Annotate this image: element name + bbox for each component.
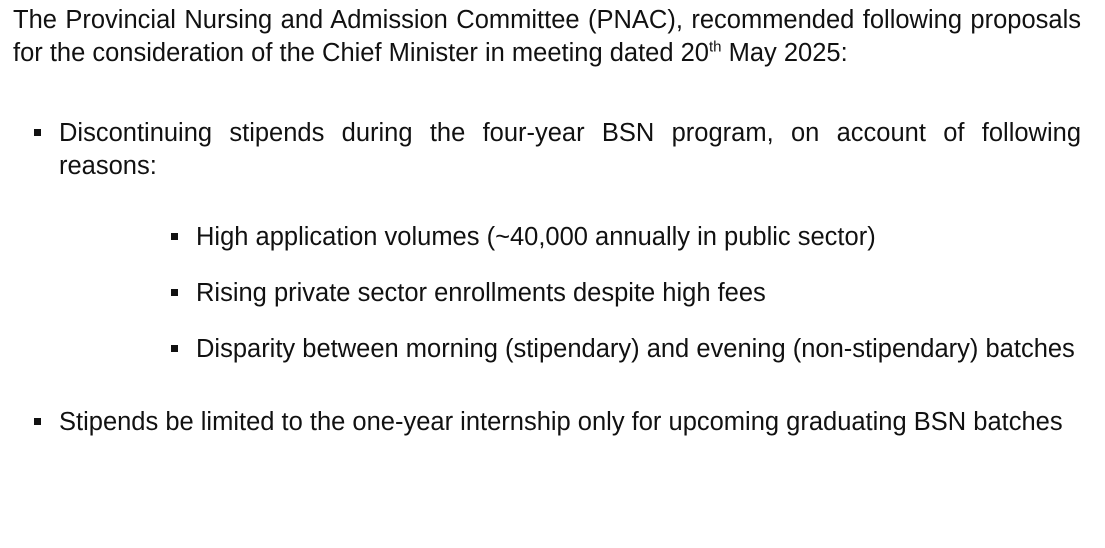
proposal-item [13, 406, 1081, 439]
date-ordinal-suffix: th [708, 38, 722, 56]
proposal-list [13, 117, 1081, 439]
square-bullet-icon [171, 289, 178, 296]
reason-item [150, 221, 1081, 254]
proposal-text: Stipends be limited to the one-year internship only for upcoming graduating BSN batches [59, 408, 1063, 436]
intro-text: The Provincial Nursing and Admission Committee (PNAC), recommended following proposals for the consideration of the Chief Minister in meeting dated 20 [13, 6, 1081, 67]
reason-text: Rising private sector enrollments despite high fees [196, 279, 766, 307]
document-body [13, 4, 1081, 439]
intro-paragraph [13, 4, 1081, 70]
reason-item [150, 277, 1081, 310]
square-bullet-icon [34, 418, 41, 425]
square-bullet-icon [34, 129, 41, 136]
proposal-item [13, 117, 1081, 366]
intro-text-end: May 2025: [721, 39, 848, 67]
reason-text: High application volumes (~40,000 annually in public sector) [196, 223, 876, 251]
reason-item [150, 333, 1081, 366]
square-bullet-icon [171, 233, 178, 240]
reason-text: Disparity between morning (stipendary) and evening (non-stipendary) batches [196, 335, 1075, 363]
proposal-text: Discontinuing stipends during the four-year BSN program, on account of following reasons: [59, 119, 1081, 180]
square-bullet-icon [171, 345, 178, 352]
reason-list [59, 221, 1081, 366]
